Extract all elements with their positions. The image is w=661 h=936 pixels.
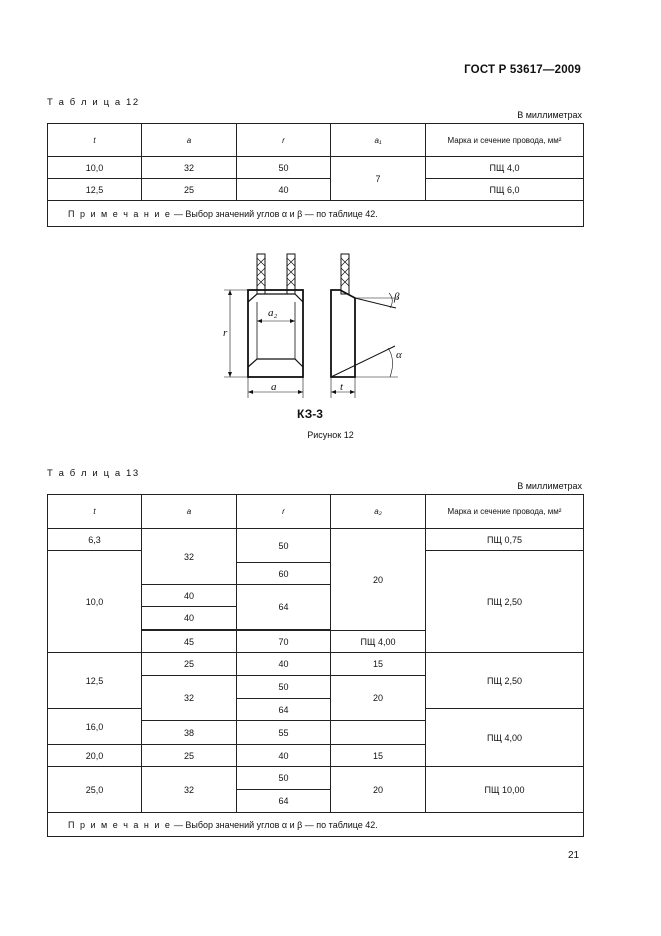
table-cell: 64 <box>237 790 331 813</box>
wire-lead-side <box>341 254 349 294</box>
table-cell: 15 <box>331 745 426 767</box>
dim-label-a2: a₂ <box>268 307 278 319</box>
table-cell: 38 <box>142 721 237 745</box>
figure-title: КЗ-3 <box>297 407 323 421</box>
col-header: a₁ <box>331 124 426 157</box>
angle-label-beta: β <box>394 291 400 303</box>
table-cell: 20 <box>331 529 426 631</box>
col-header: r <box>237 495 331 529</box>
table12-caption: Т а б л и ц а 12 <box>47 97 140 108</box>
wire-lead-left <box>257 254 265 294</box>
table-cell: 55 <box>237 721 331 745</box>
table-cell: 50 <box>237 676 331 699</box>
table-cell: 12,5 <box>48 179 142 201</box>
col-header: Марка и сечение провода, мм² <box>426 124 584 157</box>
angle-label-alpha: α <box>396 349 402 361</box>
table13 <box>47 494 584 837</box>
table-cell: 70 <box>237 631 331 653</box>
table-cell: ПЩ 4,0 <box>426 157 584 179</box>
table-row <box>48 157 584 179</box>
table-cell: 20 <box>331 767 426 813</box>
table-cell: 10,0 <box>48 551 142 653</box>
table-note: П р и м е ч а н и е — Выбор значений углов α и β — по таблице 42. <box>48 813 584 837</box>
table-note-row <box>48 201 584 227</box>
dim-label-a: a <box>271 381 277 393</box>
col-header: Марка и сечение провода, мм² <box>426 495 584 529</box>
table-cell: ПЩ 2,50 <box>426 653 584 709</box>
table-note: П р и м е ч а н и е — Выбор значений углов α и β — по таблице 42. <box>48 201 584 227</box>
table-cell: ПЩ 4,00 <box>426 709 584 767</box>
table-cell: 16,0 <box>48 709 142 745</box>
table-cell: 25,0 <box>48 767 142 813</box>
table-cell: 50 <box>237 157 331 179</box>
table13-units: В миллиметрах <box>517 481 582 491</box>
table-cell: 32 <box>142 157 237 179</box>
col-header: t <box>48 495 142 529</box>
table-header-row <box>48 124 584 157</box>
wire-lead-right <box>287 254 295 294</box>
table-row <box>48 529 584 541</box>
table-cell: 40 <box>237 745 331 767</box>
table13-caption: Т а б л и ц а 13 <box>47 468 140 479</box>
table-cell: ПЩ 0,75 <box>426 529 584 551</box>
table-cell: 12,5 <box>48 653 142 709</box>
table-note-row <box>48 813 584 837</box>
table-cell: ПЩ 6,0 <box>426 179 584 201</box>
table-cell: 40 <box>142 607 237 630</box>
dim-label-t: t <box>340 381 344 393</box>
table-cell: 60 <box>237 563 331 585</box>
col-header: a <box>142 124 237 157</box>
table-row <box>48 767 584 790</box>
col-header: a <box>142 495 237 529</box>
table-cell: 64 <box>237 585 331 630</box>
dim-label-r: r <box>223 327 228 339</box>
table-row <box>48 179 584 201</box>
side-view-body <box>331 290 355 377</box>
table-cell: 32 <box>142 529 237 585</box>
table-cell: 32 <box>142 767 237 813</box>
col-header: a₂ <box>331 495 426 529</box>
table12 <box>47 123 584 227</box>
table-cell: 64 <box>237 699 331 721</box>
table-cell: 20 <box>331 676 426 721</box>
table-cell: ПЩ 4,00 <box>331 631 426 653</box>
table-cell: 6,3 <box>48 529 142 551</box>
figure-12-drawing <box>210 248 430 423</box>
table-cell: 40 <box>237 653 331 676</box>
table-cell: 45 <box>142 631 237 653</box>
table-cell: 25 <box>142 745 237 767</box>
table-header-row <box>48 495 584 529</box>
table-cell: 40 <box>142 585 237 607</box>
table-cell: ПЩ 10,00 <box>426 767 584 813</box>
document-header: ГОСТ Р 53617—2009 <box>464 64 581 76</box>
table-cell: 25 <box>142 179 237 201</box>
figure-caption: Рисунок 12 <box>307 430 354 440</box>
table-cell: 7 <box>331 157 426 201</box>
table-cell: 40 <box>237 179 331 201</box>
table-cell: 32 <box>142 676 237 721</box>
col-header: t <box>48 124 142 157</box>
page-number: 21 <box>568 850 580 861</box>
table12-units: В миллиметрах <box>517 110 582 120</box>
table-cell: 15 <box>331 653 426 676</box>
table-cell: 50 <box>237 529 331 563</box>
table-cell: 25 <box>142 653 237 676</box>
table-cell: ПЩ 2,50 <box>426 551 584 653</box>
table-cell: 50 <box>237 767 331 790</box>
col-header: r <box>237 124 331 157</box>
table-cell: 20,0 <box>48 745 142 767</box>
table-cell: 10,0 <box>48 157 142 179</box>
table-row <box>48 653 584 676</box>
